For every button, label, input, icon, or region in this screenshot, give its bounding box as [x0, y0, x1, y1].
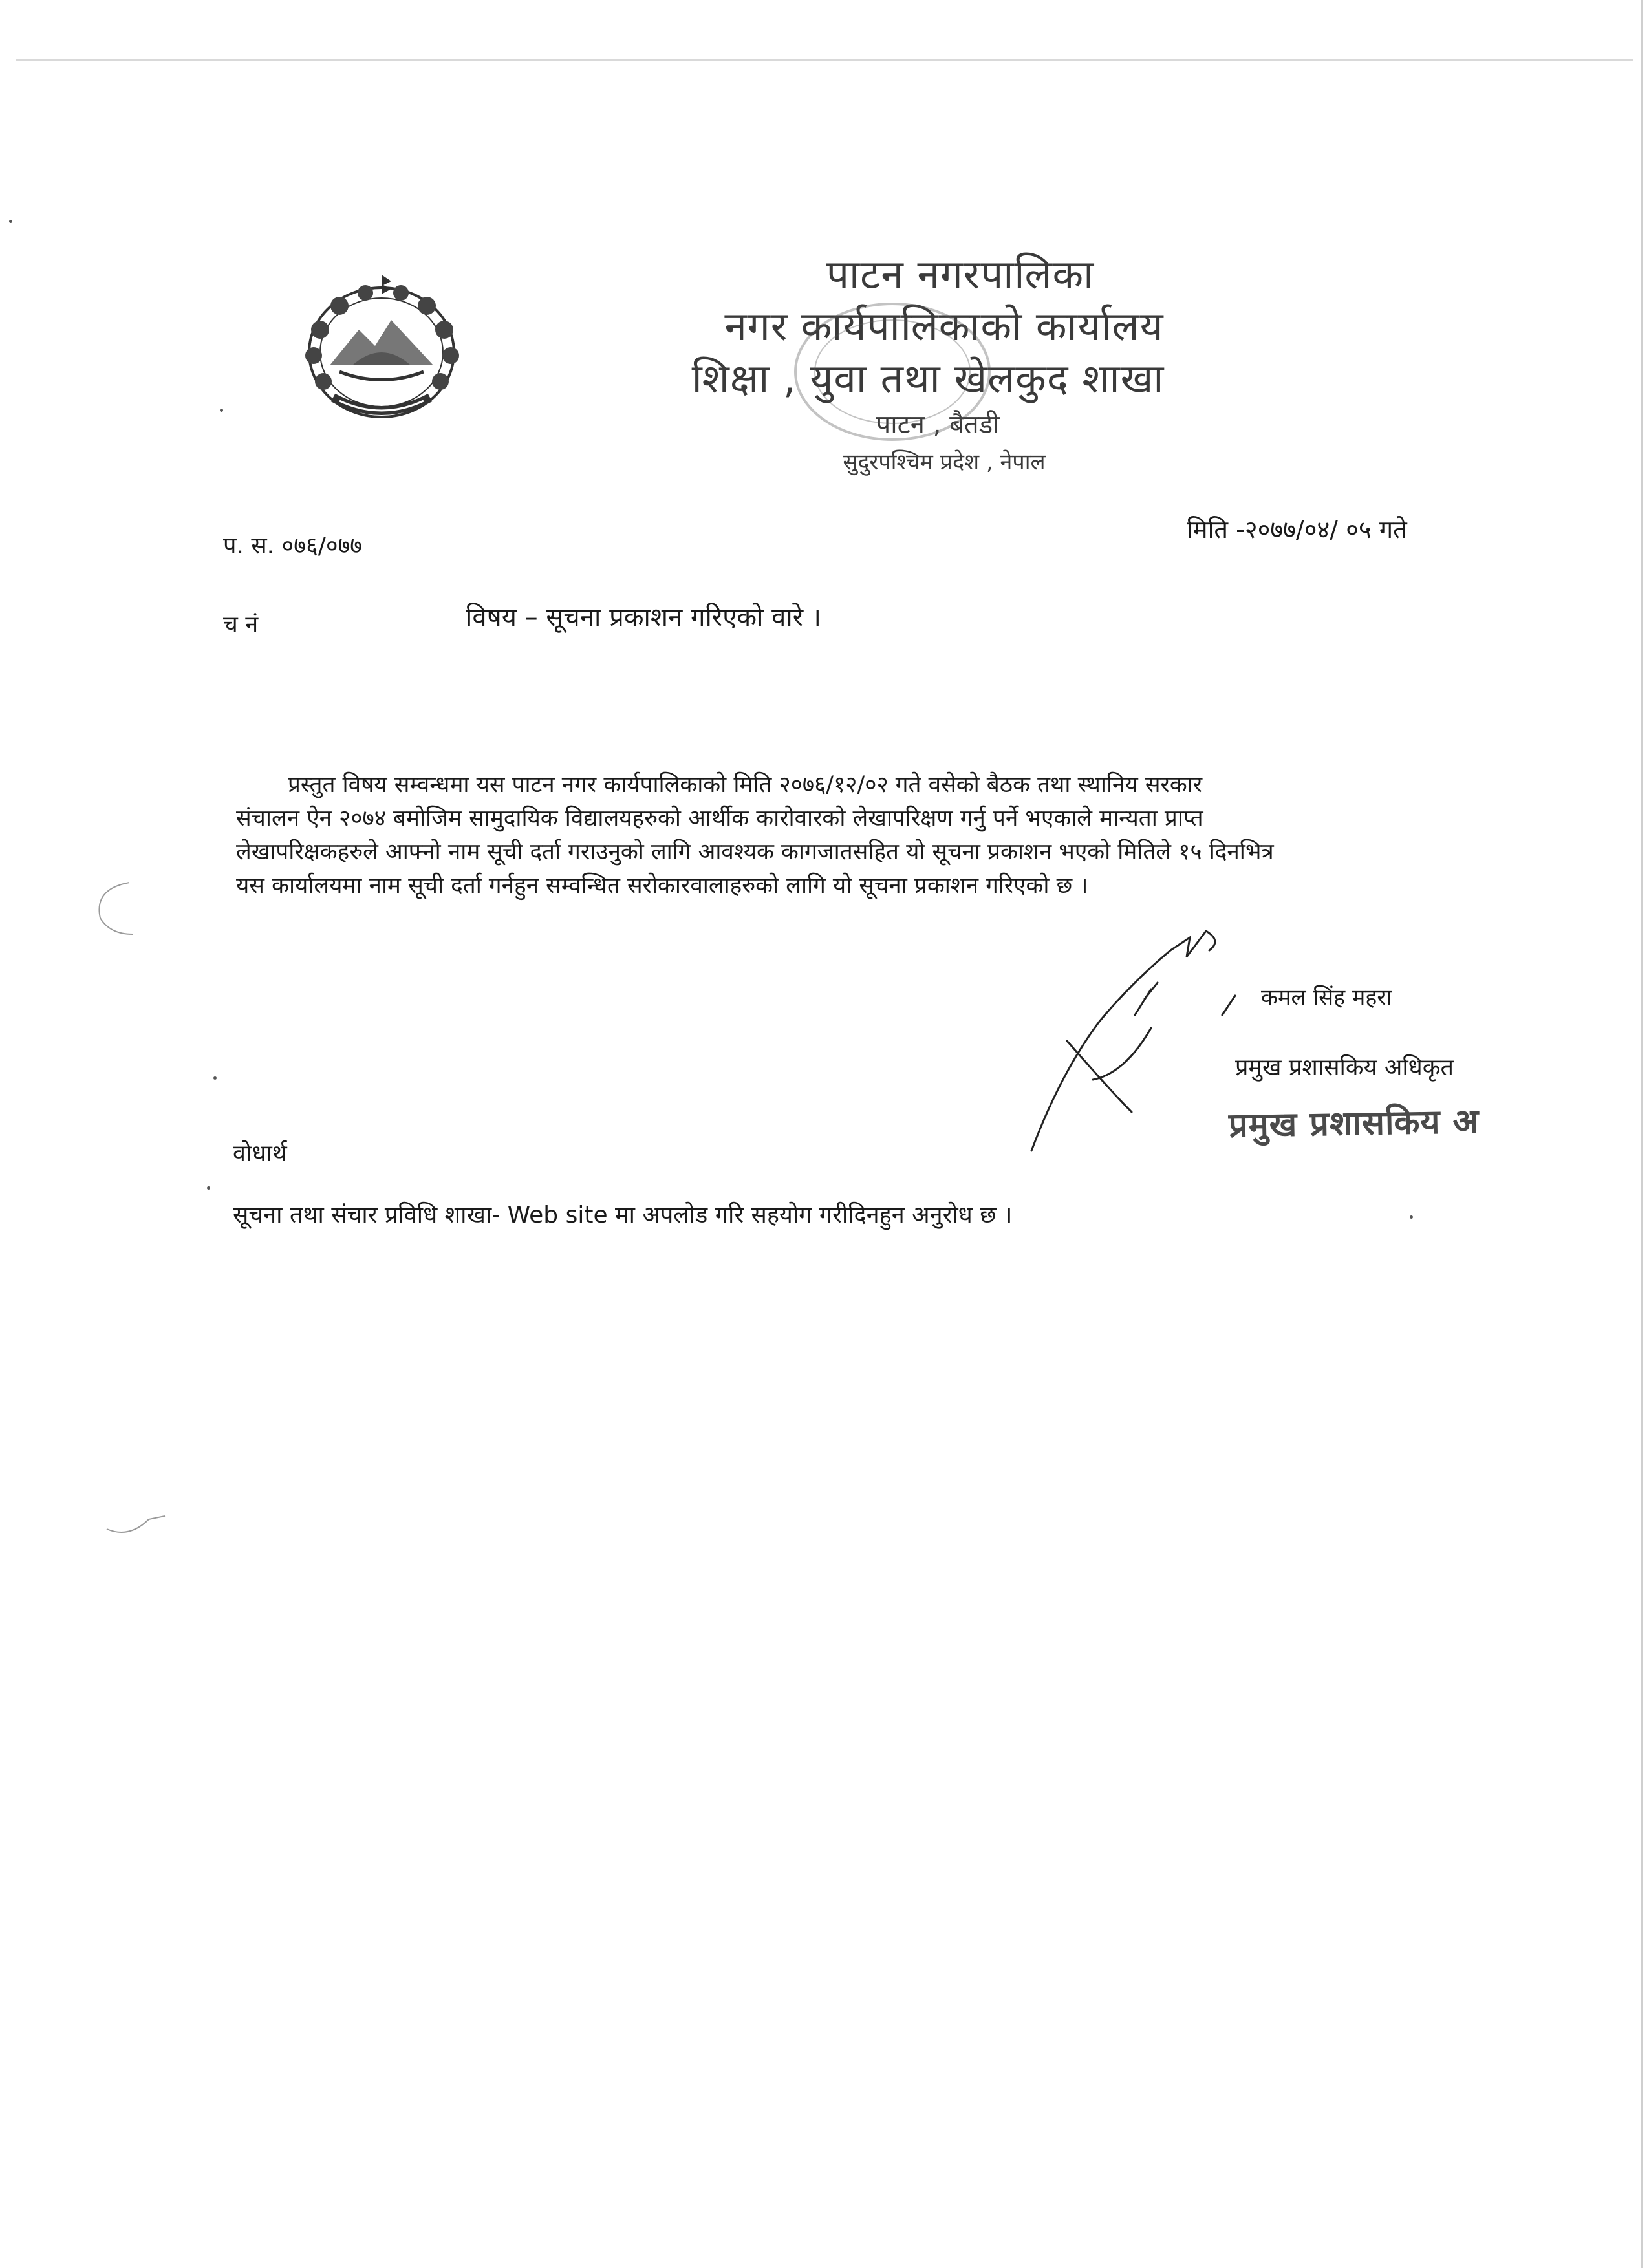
dispatch-number: च नं — [223, 612, 259, 638]
scan-dot — [220, 409, 223, 412]
body-line: लेखापरिक्षकहरुले आफ्नो नाम सूची दर्ता गराउनुको लागि आवश्यक कागजातसहित यो सूचना प्रकाशन भएको मितिले १५ दिनभित्र — [236, 839, 1274, 865]
body-line: संचालन ऐन २०७४ बमोजिम सामुदायिक विद्यालयहरुको आर्थीक कारोवारको लेखापरिक्षण गर्नु पर्ने भएकाले मान्यता प्राप्त — [236, 806, 1203, 831]
cc-text: सूचना तथा संचार प्रविधि शाखा- Web site मा अपलोड गरि सहयोग गरीदिनहुन अनुरोध छ । — [233, 1202, 1013, 1228]
signatory-title: प्रमुख प्रशासकिय अधिकृत — [1235, 1054, 1454, 1081]
signatory-name: कमल सिंह महरा — [1261, 985, 1392, 1011]
cc-label: वोधार्थ — [233, 1140, 287, 1167]
nepal-emblem-icon — [294, 268, 469, 430]
office-name: नगर कार्यपालिकाको कार्यालय — [724, 303, 1164, 350]
date: मिति -२०७७/०४/ ०५ गते — [1187, 515, 1407, 544]
scan-artifact — [91, 879, 142, 937]
body-line: प्रस्तुत विषय सम्वन्धमा यस पाटन नगर कार्यपालिकाको मिति २०७६/१२/०२ गते वसेको बैठक तथा स्थानिय सरकार — [288, 772, 1203, 798]
scan-dot — [1410, 1215, 1413, 1219]
scan-dot — [213, 1076, 217, 1080]
scan-edge-right — [1641, 0, 1643, 2268]
section-name: शिक्षा , युवा तथा खेलकुद शाखा — [691, 355, 1165, 402]
subject-line: विषय – सूचना प्रकाशन गरिएको वारे । — [466, 603, 822, 632]
scan-artifact — [103, 1513, 168, 1545]
scan-dot — [207, 1186, 210, 1190]
body-paragraph — [236, 768, 1503, 903]
municipality-name: पाटन नगरपालिका — [826, 251, 1095, 298]
reference-number: प. स. ०७६/०७७ — [223, 533, 363, 559]
body-line: यस कार्यालयमा नाम सूची दर्ता गर्नहुन सम्वन्धित सरोकारवालाहरुको लागि यो सूचना प्रकाशन गरिएको छ । — [236, 873, 1088, 899]
location: पाटन , बैतडी — [876, 410, 1000, 440]
scan-dot — [9, 220, 12, 223]
province: सुदुरपश्चिम प्रदेश , नेपाल — [843, 449, 1046, 475]
title-stamp: प्रमुख प्रशासकिय अ — [1228, 1102, 1480, 1146]
scan-edge-top — [16, 59, 1633, 61]
office-stamp-icon — [786, 297, 999, 446]
